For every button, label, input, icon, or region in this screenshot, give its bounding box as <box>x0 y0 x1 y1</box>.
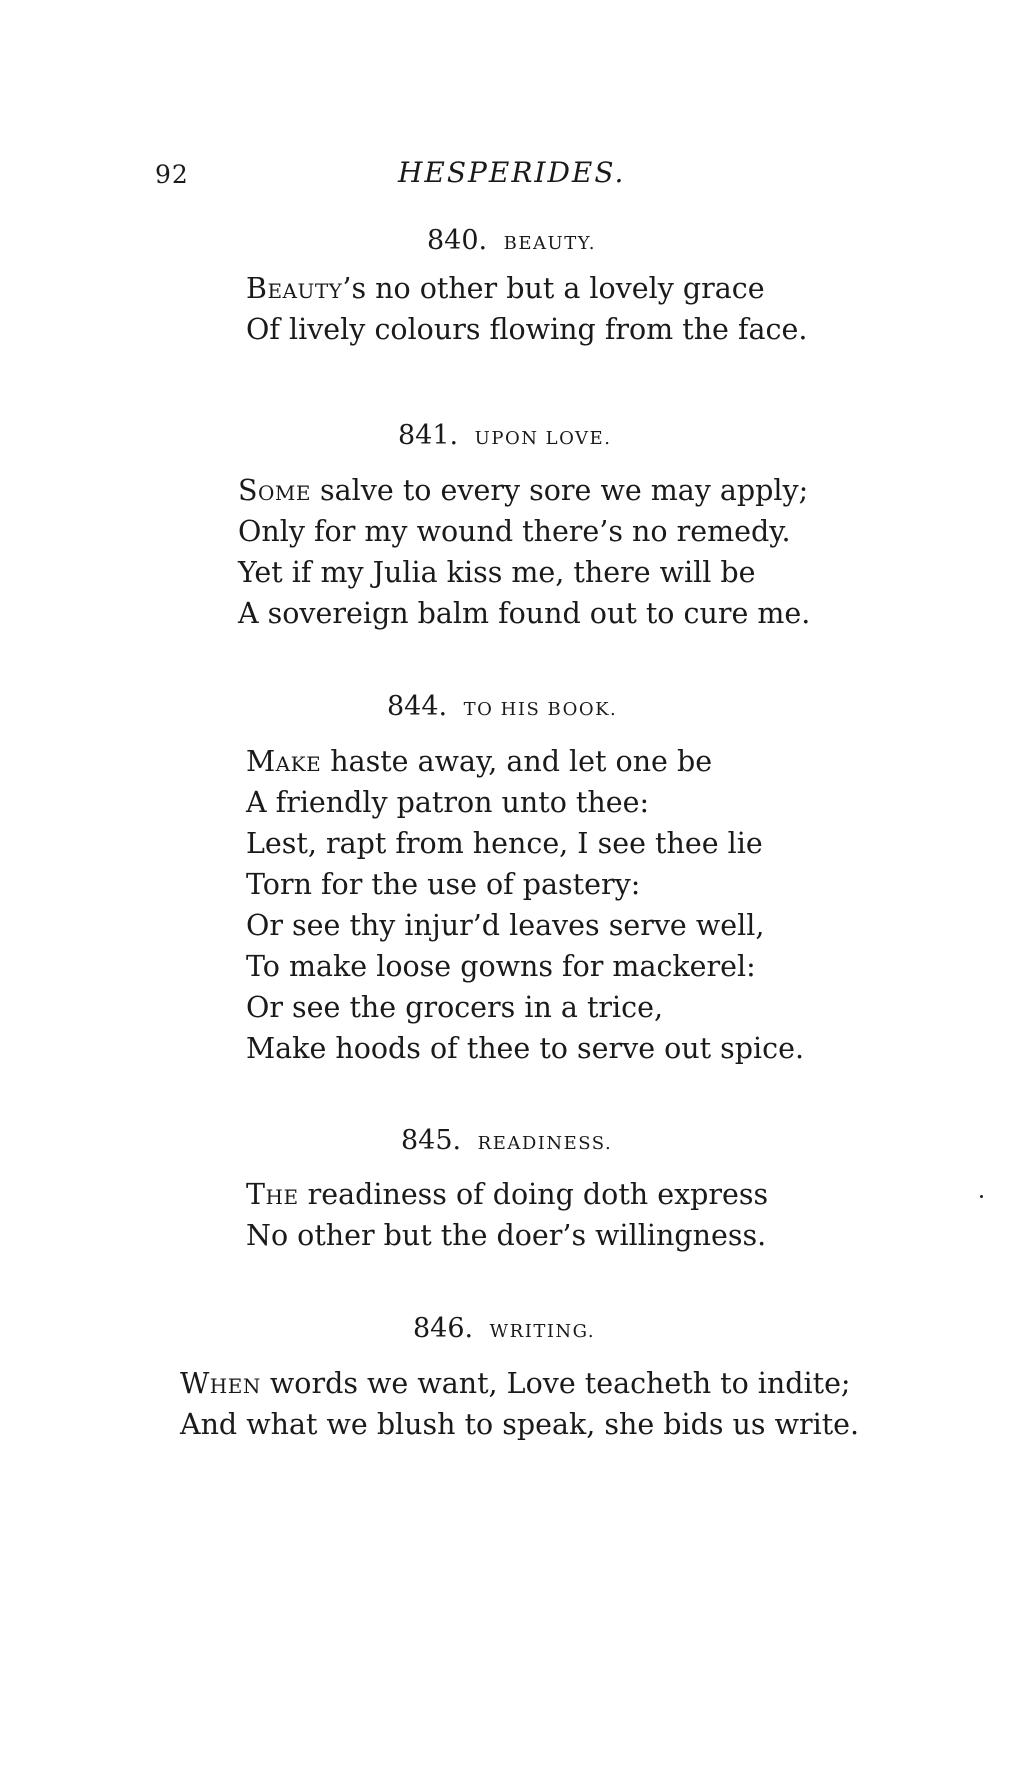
poem-line: Make haste away, and let one be <box>246 745 713 778</box>
poem-line: And what we blush to speak, she bids us write. <box>180 1408 860 1441</box>
poem-line: No other but the doer’s willingness. <box>246 1219 767 1252</box>
poem-line: Beauty’s no other but a lovely grace <box>246 272 765 305</box>
poem-line: A friendly patron unto thee: <box>246 786 650 819</box>
poem-heading: TO HIS BOOK. <box>463 699 618 720</box>
poem-line: Only for my wound there’s no remedy. <box>238 515 791 548</box>
poem-body-840 <box>246 268 807 350</box>
poem-heading: UPON LOVE. <box>474 428 612 449</box>
poem-line: Some salve to every sore we may apply; <box>238 474 809 507</box>
poem-line: Torn for the use of pastery: <box>246 868 641 901</box>
poem-line: Yet if my Julia kiss me, there will be <box>238 556 756 589</box>
poem-heading: BEAUTY. <box>503 233 596 254</box>
poem-line: Lest, rapt from hence, I see thee lie <box>246 827 763 860</box>
running-head: HESPERIDES. <box>398 156 626 189</box>
page-number: 92 <box>155 160 189 189</box>
poem-line: Make hoods of thee to serve out spice. <box>246 1032 805 1065</box>
poem-number: 840. <box>427 225 488 256</box>
poem-line: To make loose gowns for mackerel: <box>246 950 756 983</box>
poem-line: A sovereign balm found out to cure me. <box>238 597 811 630</box>
poem-heading: WRITING. <box>489 1321 596 1342</box>
poem-number: 846. <box>413 1313 474 1344</box>
poem-title-846 <box>413 1313 595 1344</box>
poem-line: Of lively colours flowing from the face. <box>246 313 808 346</box>
poem-line: When words we want, Love teacheth to indite; <box>180 1367 851 1400</box>
poem-number: 844. <box>387 691 448 722</box>
poem-title-841 <box>398 420 611 451</box>
poem-body-844 <box>246 741 804 1069</box>
poem-number: 841. <box>398 420 459 451</box>
poem-body-841 <box>238 470 810 634</box>
poem-line: The readiness of doing doth express <box>246 1178 769 1211</box>
poem-body-846 <box>180 1363 859 1445</box>
poem-body-845 <box>246 1174 768 1256</box>
poem-title-845 <box>401 1125 612 1156</box>
poem-number: 845. <box>401 1125 462 1156</box>
poem-line: Or see the grocers in a trice, <box>246 991 664 1024</box>
poem-heading: READINESS. <box>477 1133 613 1154</box>
poem-title-840 <box>427 225 596 256</box>
poem-line: Or see thy injur’d leaves serve well, <box>246 909 765 942</box>
poem-title-844 <box>387 691 617 722</box>
print-speck <box>980 1195 983 1198</box>
